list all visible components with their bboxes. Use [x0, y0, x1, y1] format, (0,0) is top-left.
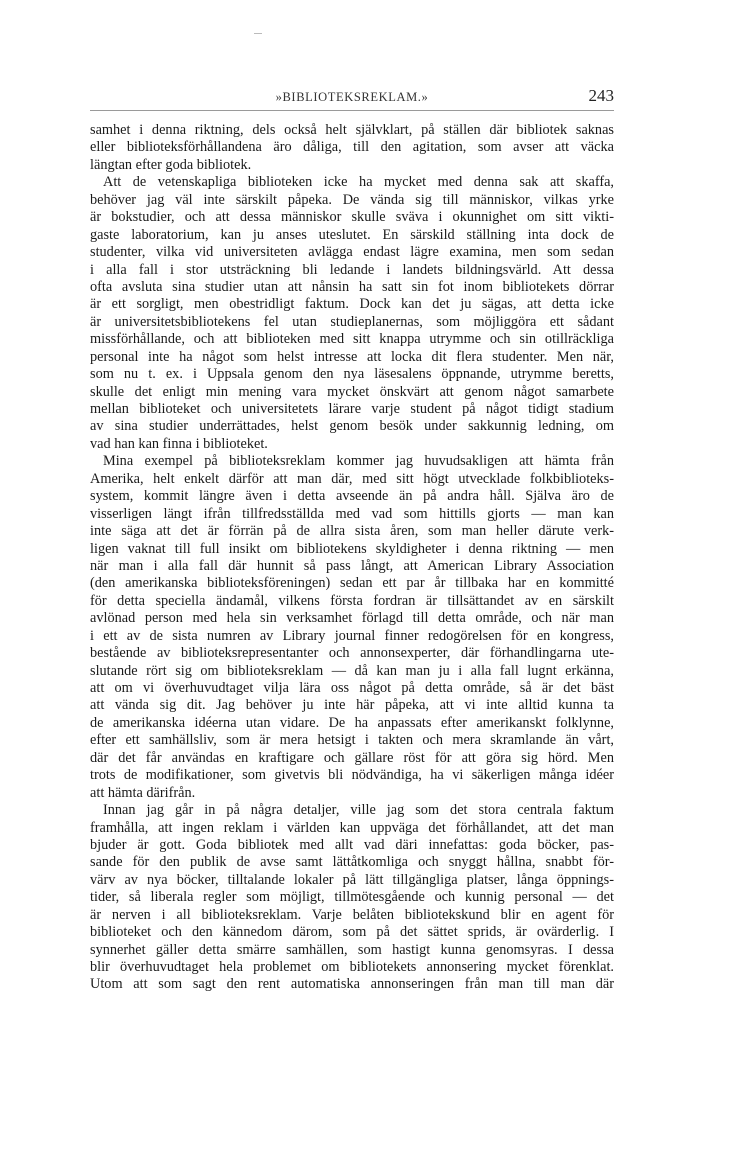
text-line: att vända sig dit. Jag behöver ju inte här påpeka, att vi inte alltid kunna ta — [90, 697, 614, 714]
paragraph — [90, 453, 614, 802]
text-line: personal inte ha något som helst intresse att locka dit flera studenter. Men när, — [90, 348, 614, 365]
text-line: visserligen längt ifrån tillfredsställda med vad som hittills gjorts — man kan — [90, 505, 614, 522]
text-line: Mina exempel på biblioteksreklam kommer jag huvudsakligen att hämta från — [103, 453, 614, 470]
text-line: Utom att som sagt den rent automatiska annonseringen från man till man där — [90, 976, 614, 993]
text-line: längtan efter goda bibliotek. — [90, 156, 252, 173]
body-text — [90, 122, 614, 994]
text-line: sande för den publik de avse samt lättåtkomliga och snyggt hållna, snabbt för- — [90, 854, 614, 871]
text-line: gaste laboratorium, kan ju anses uteslutet. En särskild ställning inta dock de — [90, 226, 614, 243]
text-line: som nu t. ex. i Uppsala genom den nya läsesalens öppnande, utrymme beretts, — [90, 366, 614, 383]
text-line: synnerhet gäller detta smärre samhällen, som hastigt kunna genomsyras. I dessa — [90, 941, 614, 958]
text-line: missförhållande, och att biblioteken med sitt knappa utrymme och sin otillräckliga — [90, 331, 614, 348]
text-line: att om vi överhuvudtaget vilja lära oss något på detta område, så är det bäst — [90, 680, 614, 696]
text-line: i ett av de sista numren av Library journal finner redogörelsen för en kongress, — [90, 627, 614, 644]
text-line: de amerikanska idéerna utan vidare. De ha anpassats efter amerikanskt folklynne, — [90, 714, 614, 731]
text-line: slutande rört sig om biblioteksreklam — då kan man ju i alla fall lugnt erkänna, — [90, 662, 614, 679]
text-line: Innan jag går in på några detaljer, ville jag som det stora centrala faktum — [103, 802, 614, 819]
text-line: skulle det enligt min mening vara mycket önskvärt att genom något samarbete — [90, 383, 614, 400]
header-rule — [90, 110, 614, 111]
text-line: ligen vaknat till full insikt om bibliotekens skyldigheter i denna riktning — men — [90, 540, 614, 557]
text-line: att hämta därifrån. — [90, 784, 196, 801]
text-line: behöver jag väl inte särskilt påpeka. De vända sig till människor, vilkas yrke — [90, 191, 614, 208]
paragraph — [90, 802, 614, 994]
text-line: i alla fall i stor utsträckning bli ledande i landets bildningsvärld. Att dessa — [90, 261, 614, 278]
text-line: biblioteket och den kännedom därom, som på det sättet sprids, är ovärderlig. I — [90, 924, 614, 941]
text-line: efter ett samhällsliv, som är mera hetsigt i takten och mera skramlande än vårt, — [90, 732, 614, 749]
text-line: framhålla, att ingen reklam i världen kan uppväga det förhållandet, att det man — [90, 819, 614, 836]
text-line: (den amerikanska biblioteksföreningen) sedan ett par år tillbaka har en kommitté — [90, 575, 614, 592]
paragraph — [90, 122, 614, 174]
text-line: är bokstudier, och att dessa människor skulle sväva i okunnighet om sitt vikti- — [90, 209, 614, 226]
text-line: ofta avsluta sina studier utan att nånsin ha satt sin fot inom bibliotekets dörrar — [90, 278, 614, 295]
text-line: blir överhuvudtaget hela problemet om bibliotekets annonsering mycket förenklat. — [90, 959, 614, 975]
text-line: Amerika, helt enkelt därför att man där, med sitt högt utvecklade folkbiblioteks- — [90, 470, 614, 487]
text-line: när man i alla fall där hunnit så pass långt, att American Library Association — [90, 557, 614, 574]
page-number: 243 — [588, 86, 614, 105]
text-line: tider, så liberala regler som möjligt, tillmötesgående och kunnig personal — det — [90, 889, 614, 906]
text-line: avlönad person med hela sin verksamhet förlagd till detta område, och när man — [90, 610, 614, 627]
paragraph — [90, 174, 614, 453]
text-line: system, kommit längre även i detta avseende än på andra håll. Själva äro de — [90, 488, 614, 505]
text-line: studenter, vilka vid universiteten avlägga endast lägre examina, men som sedan — [90, 244, 614, 261]
text-line: är universitetsbibliotekens fel utan studieplanernas, som möjliggöra ett sådant — [90, 313, 614, 330]
text-line: är nerven i all biblioteksreklam. Varje belåten bibliotekskund blir en agent för — [90, 906, 614, 923]
text-line: vad han kan finna i biblioteket. — [90, 435, 268, 452]
text-line: där det får användas en kraftigare och gällare röst för att göra sig hörd. Men — [90, 749, 614, 766]
text-line: av sina studier underrättades, helst genom besök under sakkunnig ledning, om — [90, 418, 614, 435]
running-head — [90, 86, 614, 108]
scan-mark — [254, 33, 262, 34]
text-line: inte säga att det är förrän på de allra sista åren, som man heller därute verk- — [90, 523, 614, 540]
text-line: bjuder är gott. Goda bibliotek med allt vad däri innefattas: goda böcker, pas- — [90, 836, 614, 853]
text-line: samhet i denna riktning, dels också helt självklart, på ställen där bibliotek saknas — [90, 122, 614, 138]
text-line: eller biblioteksförhållandena äro dåliga, till den agitation, som avser att väcka — [90, 139, 614, 156]
text-line: är ett sorgligt, men obestridligt faktum. Dock kan det ju sägas, att detta icke — [90, 296, 614, 313]
running-title: »BIBLIOTEKSREKLAM.» — [275, 90, 429, 104]
text-line: trots de modifikationer, som givetvis bli nödvändiga, ha vi säkerligen många idéer — [90, 767, 614, 784]
text-line: för detta speciella ändamål, vilkens första fordran är tillsättandet av en särskilt — [90, 592, 614, 609]
text-line: mellan biblioteket och universitetets lärare varje student på något tidigt stadium — [90, 401, 614, 417]
text-line: Att de vetenskapliga biblioteken icke ha mycket med denna sak att skaffa, — [103, 174, 614, 191]
text-line: värv av nya böcker, tilltalande lokaler på lätt tillgängliga platser, långa öppnings- — [90, 871, 614, 888]
text-line: bestående av biblioteksrepresentanter och annonsexperter, där förhandlingarna ute- — [90, 645, 614, 662]
